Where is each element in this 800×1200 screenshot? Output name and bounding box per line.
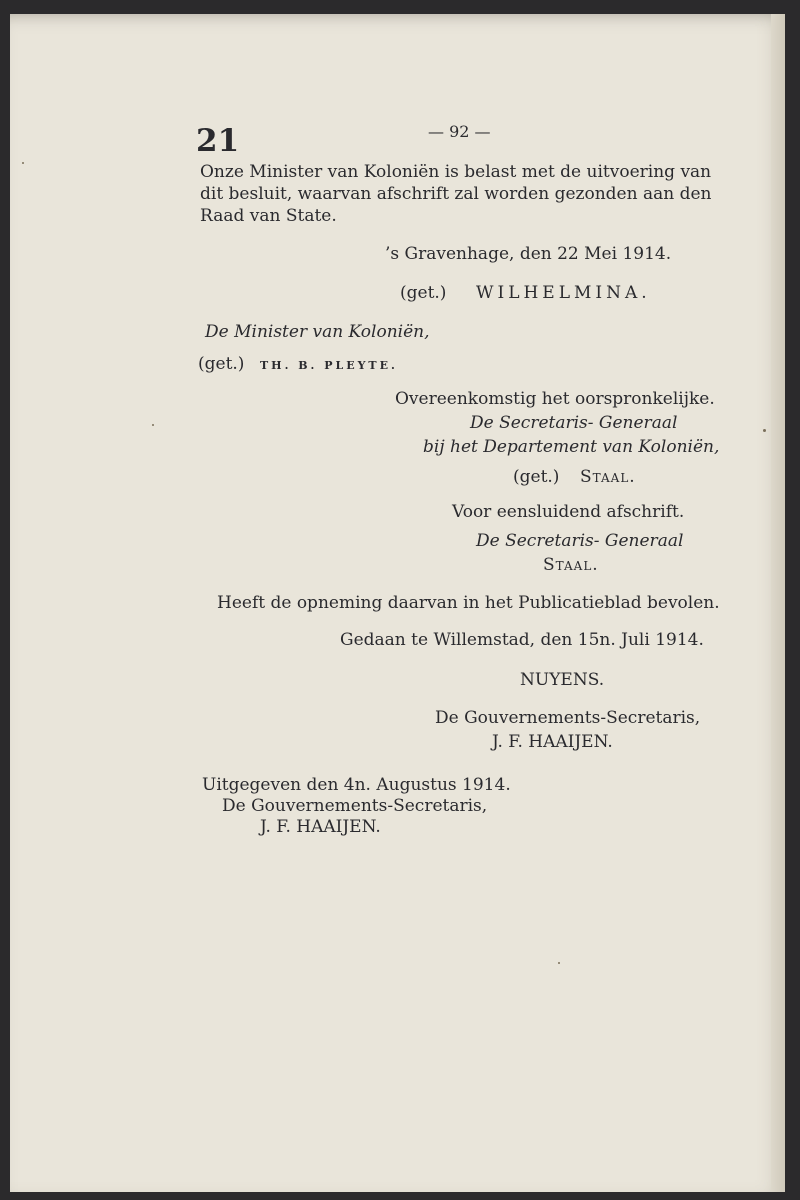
body-line-3: Raad van State. — [200, 206, 337, 226]
minister-name: TH. B. PLEYTE. — [260, 359, 398, 372]
publication-place-date: Gedaan te Willemstad, den 15n. Juli 1914. — [340, 630, 704, 650]
certification-statement: Overeenkomstig het oorspronkelijke. — [395, 389, 715, 409]
certification-title-line-1: De Secretaris- Generaal — [470, 413, 678, 433]
governor-name: NUYENS. — [520, 670, 605, 690]
paper-speck — [22, 162, 24, 164]
publication-order: Heeft de opneming daarvan in het Publicatieblad bevolen. — [217, 593, 720, 613]
certification-signed-prefix: (get.) — [513, 467, 560, 487]
issuance-line-1: Uitgegeven den 4n. Augustus 1914. — [202, 775, 511, 795]
paper-speck — [763, 429, 766, 432]
issuance-line-2: De Gouvernements-Secretaris, — [222, 796, 488, 816]
secretary-title: De Gouvernements-Secretaris, — [435, 708, 701, 728]
page-number: — 92 — — [428, 122, 491, 141]
paper-speck — [152, 424, 154, 426]
paper-speck — [558, 962, 560, 964]
page-edge — [771, 14, 785, 1192]
section-number: 21 — [196, 123, 240, 159]
body-line-1: Onze Minister van Koloniën is belast met de uitvoering van — [200, 162, 712, 182]
certification-title-line-2: bij het Departement van Koloniën, — [423, 437, 720, 457]
minister-title: De Minister van Koloniën, — [205, 322, 430, 342]
decree-place-date: ’s Gravenhage, den 22 Mei 1914. — [385, 244, 672, 264]
secretary-name: J. F. HAAIJEN. — [492, 732, 613, 752]
decree-signed-name: WILHELMINA. — [476, 283, 651, 303]
decree-signed-prefix: (get.) — [400, 283, 447, 303]
document-page — [10, 14, 785, 1192]
copy-certification-statement: Voor eensluidend afschrift. — [452, 502, 685, 522]
copy-certification-title: De Secretaris- Generaal — [476, 531, 684, 551]
certification-signed-name: Staal. — [580, 467, 636, 487]
minister-signed-prefix: (get.) — [198, 354, 245, 374]
copy-certification-name: Staal. — [543, 555, 599, 575]
issuance-line-3: J. F. HAAIJEN. — [260, 817, 381, 837]
body-line-2: dit besluit, waarvan afschrift zal worden gezonden aan den — [200, 184, 712, 204]
